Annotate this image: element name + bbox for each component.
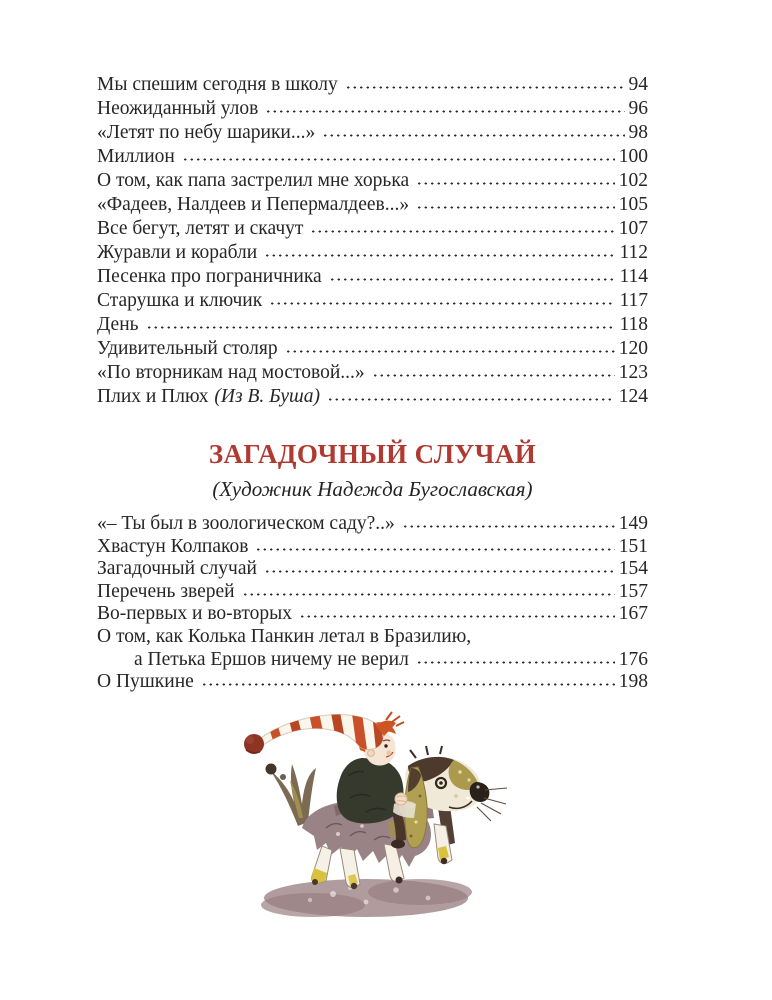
page-number: 117 xyxy=(619,290,648,311)
page-number: 107 xyxy=(618,218,648,239)
dot-leader xyxy=(146,325,616,330)
page-number: 120 xyxy=(618,338,648,359)
ground-shadow xyxy=(261,879,472,917)
toc-entry xyxy=(97,241,648,265)
entry-title: Удивительный столяр xyxy=(97,338,278,359)
page-number: 124 xyxy=(618,386,648,407)
entry-title: Хвастун Колпаков xyxy=(97,535,249,557)
page-number: 157 xyxy=(618,580,648,602)
toc-entry xyxy=(97,73,648,97)
toc-entry xyxy=(97,121,648,145)
dot-leader xyxy=(255,547,614,552)
dot-leader xyxy=(201,682,615,687)
boy-boot xyxy=(391,839,405,848)
toc-entry xyxy=(97,361,648,385)
boy-cap xyxy=(244,706,383,754)
toc-entry xyxy=(97,265,648,289)
entry-title: Мы спешим сегодня в школу xyxy=(97,74,338,95)
toc-entry xyxy=(97,558,648,581)
page-number: 98 xyxy=(628,122,648,143)
dot-leader xyxy=(265,109,624,114)
toc-entry xyxy=(97,217,648,241)
page-number: 96 xyxy=(628,98,648,119)
entry-title: «Летят по небу шарики...» xyxy=(97,122,316,143)
entry-title: День xyxy=(97,314,139,335)
dot-leader xyxy=(327,397,615,402)
page-number: 102 xyxy=(618,170,648,191)
page-number: 100 xyxy=(618,146,648,167)
dot-leader xyxy=(402,524,615,529)
toc-entry xyxy=(97,289,648,313)
entry-title: Перечень зверей xyxy=(97,580,235,602)
entry-title: Во-первых и во-вторых xyxy=(97,603,292,625)
page-number: 105 xyxy=(618,194,648,215)
illustration xyxy=(97,706,648,931)
page-number: 112 xyxy=(619,242,648,263)
toc-entry xyxy=(97,626,648,671)
dot-leader xyxy=(416,205,615,210)
dot-leader xyxy=(345,85,625,90)
toc-entry xyxy=(97,337,648,361)
entry-title: а Петька Ершов ничему не верил xyxy=(134,648,409,670)
dot-leader xyxy=(285,349,615,354)
entry-title-suffix: (Из В. Буша) xyxy=(214,386,321,407)
page-number: 114 xyxy=(619,266,648,287)
toc-entry xyxy=(97,193,648,217)
entry-title: Все бегут, летят и скачут xyxy=(97,218,304,239)
dog-tail xyxy=(265,763,316,826)
entry-title: Плих и Плюх (Из В. Буша) xyxy=(97,386,321,407)
page-number: 167 xyxy=(618,603,648,625)
page-number: 198 xyxy=(618,671,648,693)
dot-leader xyxy=(310,229,614,234)
entry-title: «– Ты был в зоологическом саду?..» xyxy=(97,513,395,534)
toc-entry xyxy=(97,313,648,337)
entry-title: О Пушкине xyxy=(97,671,194,693)
page-number: 149 xyxy=(618,513,648,534)
page-number: 94 xyxy=(628,74,648,95)
dot-leader xyxy=(416,660,615,665)
section-subtitle: (Художник Надежда Бугославская) xyxy=(212,477,533,501)
boy-riding-dog-drawing xyxy=(238,706,508,926)
dot-leader xyxy=(242,592,615,597)
entry-title: «По вторникам над мостовой...» xyxy=(97,362,365,383)
toc-list-2 xyxy=(97,513,648,694)
page-number: 123 xyxy=(618,362,648,383)
dot-leader xyxy=(264,569,615,574)
toc-entry xyxy=(97,513,648,536)
toc-entry xyxy=(97,169,648,193)
dot-leader xyxy=(322,133,624,138)
dot-leader xyxy=(416,181,615,186)
entry-first-line: О том, как Колька Панкин летал в Бразилию, xyxy=(97,625,472,647)
dot-leader xyxy=(329,277,616,282)
toc-entry xyxy=(97,581,648,604)
page-number: 151 xyxy=(618,535,648,557)
dot-leader xyxy=(264,253,615,258)
entry-title: Песенка про пограничника xyxy=(97,266,322,287)
toc-entry xyxy=(97,671,648,694)
toc-list-1 xyxy=(97,73,648,409)
entry-title: Загадочный случай xyxy=(97,558,257,580)
dot-leader xyxy=(372,373,615,378)
section-title: ЗАГАДОЧНЫЙ СЛУЧАЙ xyxy=(208,439,537,469)
toc-entry xyxy=(97,97,648,121)
entry-title: О том, как папа застрелил мне хорька xyxy=(97,170,410,191)
page-number: 176 xyxy=(618,648,648,670)
page-number: 154 xyxy=(618,558,648,580)
entry-title: Неожиданный улов xyxy=(97,98,259,119)
entry-title: «Фадеев, Налдеев и Пепермалдеев...» xyxy=(97,194,410,215)
dot-leader xyxy=(182,157,615,162)
boy-ear xyxy=(367,749,374,756)
toc-entry xyxy=(97,385,648,409)
section-heading-block xyxy=(97,439,648,502)
entry-title: Старушка и ключик xyxy=(97,290,263,311)
toc-entry xyxy=(97,536,648,559)
boy-eye xyxy=(384,744,387,747)
dot-leader xyxy=(299,614,615,619)
entry-title: Журавли и корабли xyxy=(97,242,258,263)
dot-leader xyxy=(269,301,615,306)
toc-entry xyxy=(97,603,648,626)
page-number: 118 xyxy=(619,314,648,335)
toc-entry xyxy=(97,145,648,169)
entry-title: Миллион xyxy=(97,146,175,167)
